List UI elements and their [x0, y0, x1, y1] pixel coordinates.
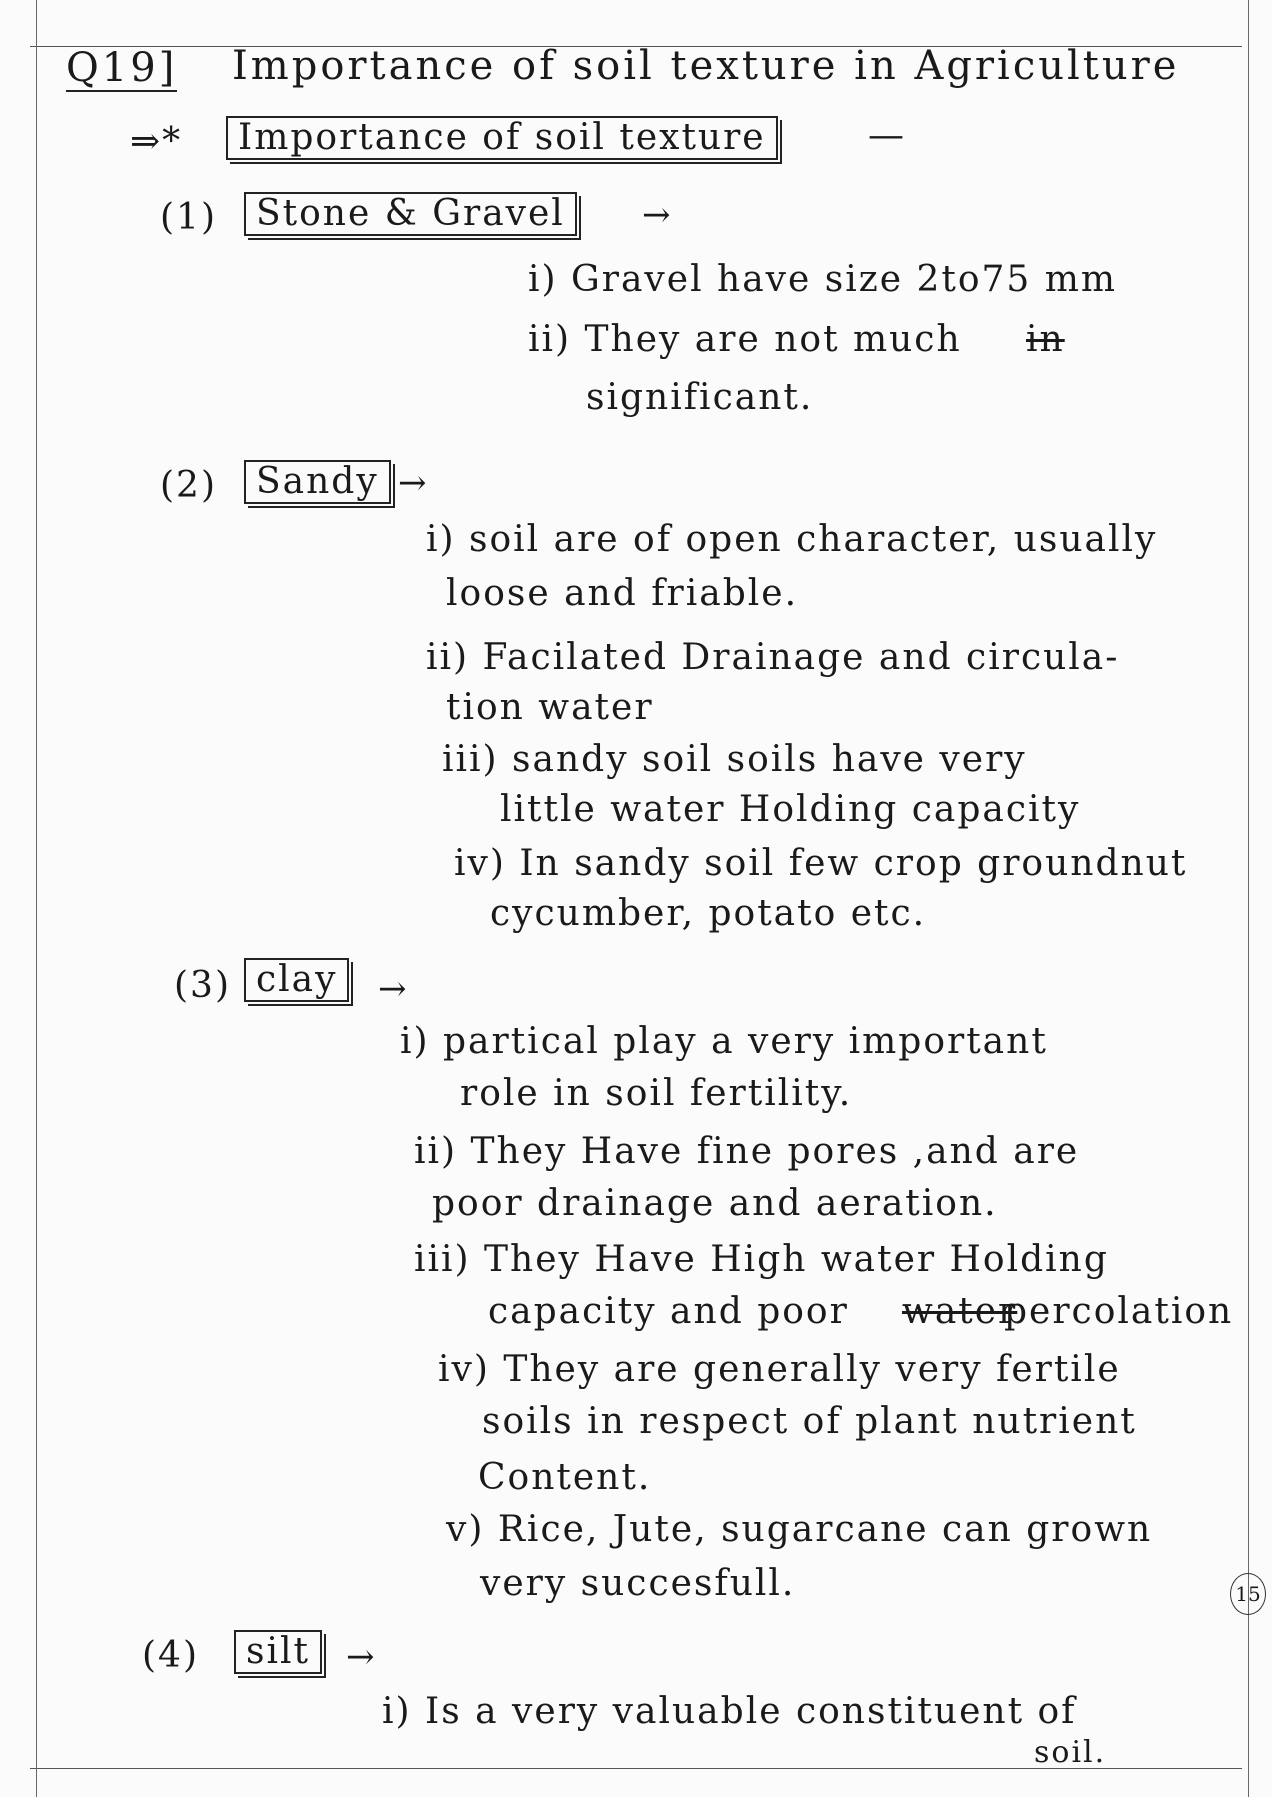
section-1-number: (1) — [160, 197, 217, 238]
section-2-point-2-cont: tion water — [446, 687, 654, 728]
section-2-point-3-cont: little water Holding capacity — [500, 789, 1081, 830]
section-3-point-4: iv) They are generally very fertile — [438, 1349, 1121, 1390]
section-4-title: silt — [234, 1630, 322, 1674]
question-number: Q19] — [66, 45, 178, 91]
left-margin-line — [36, 0, 37, 1797]
section-1-struck-word: in — [1026, 319, 1065, 360]
section-3-point-3-end: percolation — [1004, 1291, 1234, 1332]
section-3-number: (3) — [174, 965, 231, 1006]
heading-bullet: ⇒* — [130, 121, 183, 162]
section-3-point-5: v) Rice, Jute, sugarcane can grown — [446, 1509, 1153, 1550]
section-4-point-1-cont: soil. — [1034, 1735, 1107, 1770]
section-2-number: (2) — [160, 465, 217, 506]
section-1-title: Stone & Gravel — [244, 192, 577, 236]
section-3-point-3-cont: capacity and poor — [488, 1291, 849, 1332]
section-2-point-3: iii) sandy soil soils have very — [442, 739, 1027, 780]
section-3-point-4-cont: soils in respect of plant nutrient — [482, 1401, 1137, 1442]
section-4-number: (4) — [142, 1635, 199, 1676]
section-3-point-3: iii) They Have High water Holding — [414, 1239, 1109, 1280]
section-1-point-2-cont: significant. — [586, 377, 814, 418]
right-margin-line — [1248, 0, 1249, 1797]
section-2-point-2: ii) Facilated Drainage and circula- — [426, 637, 1120, 678]
section-3-point-2-cont: poor drainage and aeration. — [432, 1183, 998, 1224]
section-3-point-4-end: Content. — [478, 1457, 652, 1498]
section-1-point-2: ii) They are not much — [528, 319, 962, 360]
section-3-point-2: ii) They Have fine pores ,and are — [414, 1131, 1080, 1172]
section-3-point-5-cont: very succesfull. — [480, 1563, 796, 1604]
heading-dash: — — [868, 115, 906, 156]
section-3-point-1-cont: role in soil fertility. — [460, 1073, 853, 1114]
section-2-point-1: i) soil are of open character, usually — [426, 519, 1158, 560]
section-3-struck-word: water — [902, 1291, 1018, 1332]
section-2-point-1-cont: loose and friable. — [446, 573, 799, 614]
section-2-point-4-cont: cycumber, potato etc. — [490, 893, 927, 934]
section-2-title: Sandy — [244, 460, 391, 504]
question-title: Importance of soil texture in Agriculture — [232, 43, 1180, 89]
section-3-arrow: → — [378, 969, 409, 1009]
section-1-arrow: → — [642, 195, 673, 235]
section-4-arrow: → — [346, 1637, 377, 1677]
section-2-point-4: iv) In sandy soil few crop groundnut — [454, 843, 1188, 884]
section-3-title: clay — [244, 958, 349, 1002]
page-number-badge: 15 — [1230, 1573, 1266, 1615]
section-2-arrow: → — [398, 463, 429, 503]
section-4-point-1: i) Is a very valuable constituent of — [382, 1691, 1077, 1732]
section-1-point-1: i) Gravel have size 2to75 mm — [528, 259, 1118, 300]
heading-label: Importance of soil texture — [226, 116, 778, 160]
section-3-point-1: i) partical play a very important — [400, 1021, 1048, 1062]
